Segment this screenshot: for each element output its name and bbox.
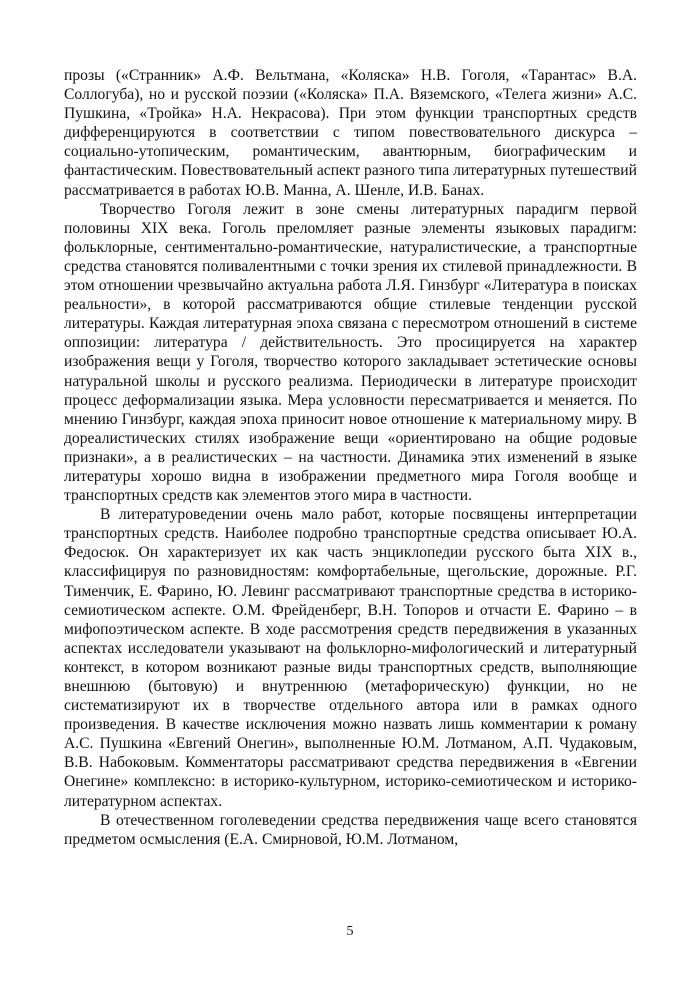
- page-number: 5: [346, 924, 354, 939]
- paragraph-continuation: прозы («Странник» А.Ф. Вельтмана, «Коляска» Н.В. Гоголя, «Тарантас» В.А. Соллогуба), но и русской поэзии («Коляска» П.А. Вяземского, «Телега жизни» А.С. Пушкина, «Тройка» Н.А. Некрасова). При этом функции транспортных средств дифференцируются в соответствии с типом повествовательного дискурса – социально-утопическим, романтическим, авантюрным, биографическим и фантастическим. Повествовательный аспект разного типа литературных путешествий рассматривается в работах Ю.В. Манна, А. Шенле, И.В. Банах.: [64, 67, 637, 199]
- body-text: [64, 66, 637, 849]
- paragraph-gogol-paradigms: Творчество Гоголя лежит в зоне смены литературных парадигм первой половины XIX века. Гоголь преломляет разные элементы языковых парадигм: фольклорные, сентиментально-романтические, натуралистические, а транспортные средства становятся поливалентными с точки зрения их стилевой принадлежности. В этом отношении чрезвычайно актуальна работа Л.Я. Гинзбург «Литература в поисках реальности», в которой рассматриваются общие стилевые тенденции русской литературы. Каждая литературная эпоха связана с пересмотром отношений в системе оппозиции: литература / действительность. Это просицируется на характер изображения вещи у Гоголя, творчество которого закладывает эстетические основы натуральной школы и русского реализма. Периодически в литературе происходит процесс деформализации языка. Мера условности пересматривается и меняется. По мнению Гинзбург, каждая эпоха приносит новое отношение к материальному миру. В дореалистических стилях изображение вещи «ориентировано на общие родовые признаки», а в реалистических – на частности. Динамика этих изменений в языке литературы хорошо видна в изображении предметного мира Гоголя вообще и транспортных средств как элементов этого мира в частности.: [64, 200, 637, 505]
- paragraph-gogol-studies: В отечественном гоголеведении средства передвижения чаще всего становятся предметом осмысления (Е.А. Смирновой, Ю.М. Лотманом,: [64, 811, 637, 848]
- paragraph-literary-studies: В литературоведении очень мало работ, которые посвящены интерпретации транспортных средств. Наиболее подробно транспортные средства описывает Ю.А. Федосюк. Он характеризует их как часть энциклопедии русского быта XIX в., классифицируя по разновидностям: комфортабельные, щегольские, дорожные. Р.Г. Тименчик, Е. Фарино, Ю. Левинг рассматривают транспортные средства в историко-семиотическом аспекте. О.М. Фрейденберг, В.Н. Топоров и отчасти Е. Фарино – в мифопоэтическом аспекте. В ходе рассмотрения средств передвижения в указанных аспектах исследователи указывают на фольклорно-мифологический и литературный контекст, в котором возникают разные виды транспортных средств, выполняющие внешнюю (бытовую) и внутреннюю (метафорическую) функции, но не систематизируют их в творчестве отдельного автора или в рамках одного произведения. В качестве исключения можно назвать лишь комментарии к роману А.С. Пушкина «Евгений Онегин», выполненные Ю.М. Лотманом, А.П. Чудаковым, В.В. Набоковым. Комментаторы рассматривают средства передвижения в «Евгении Онегине» комплексно: в историко-культурном, историко-семиотическом и историко-литературном аспектах.: [64, 506, 637, 810]
